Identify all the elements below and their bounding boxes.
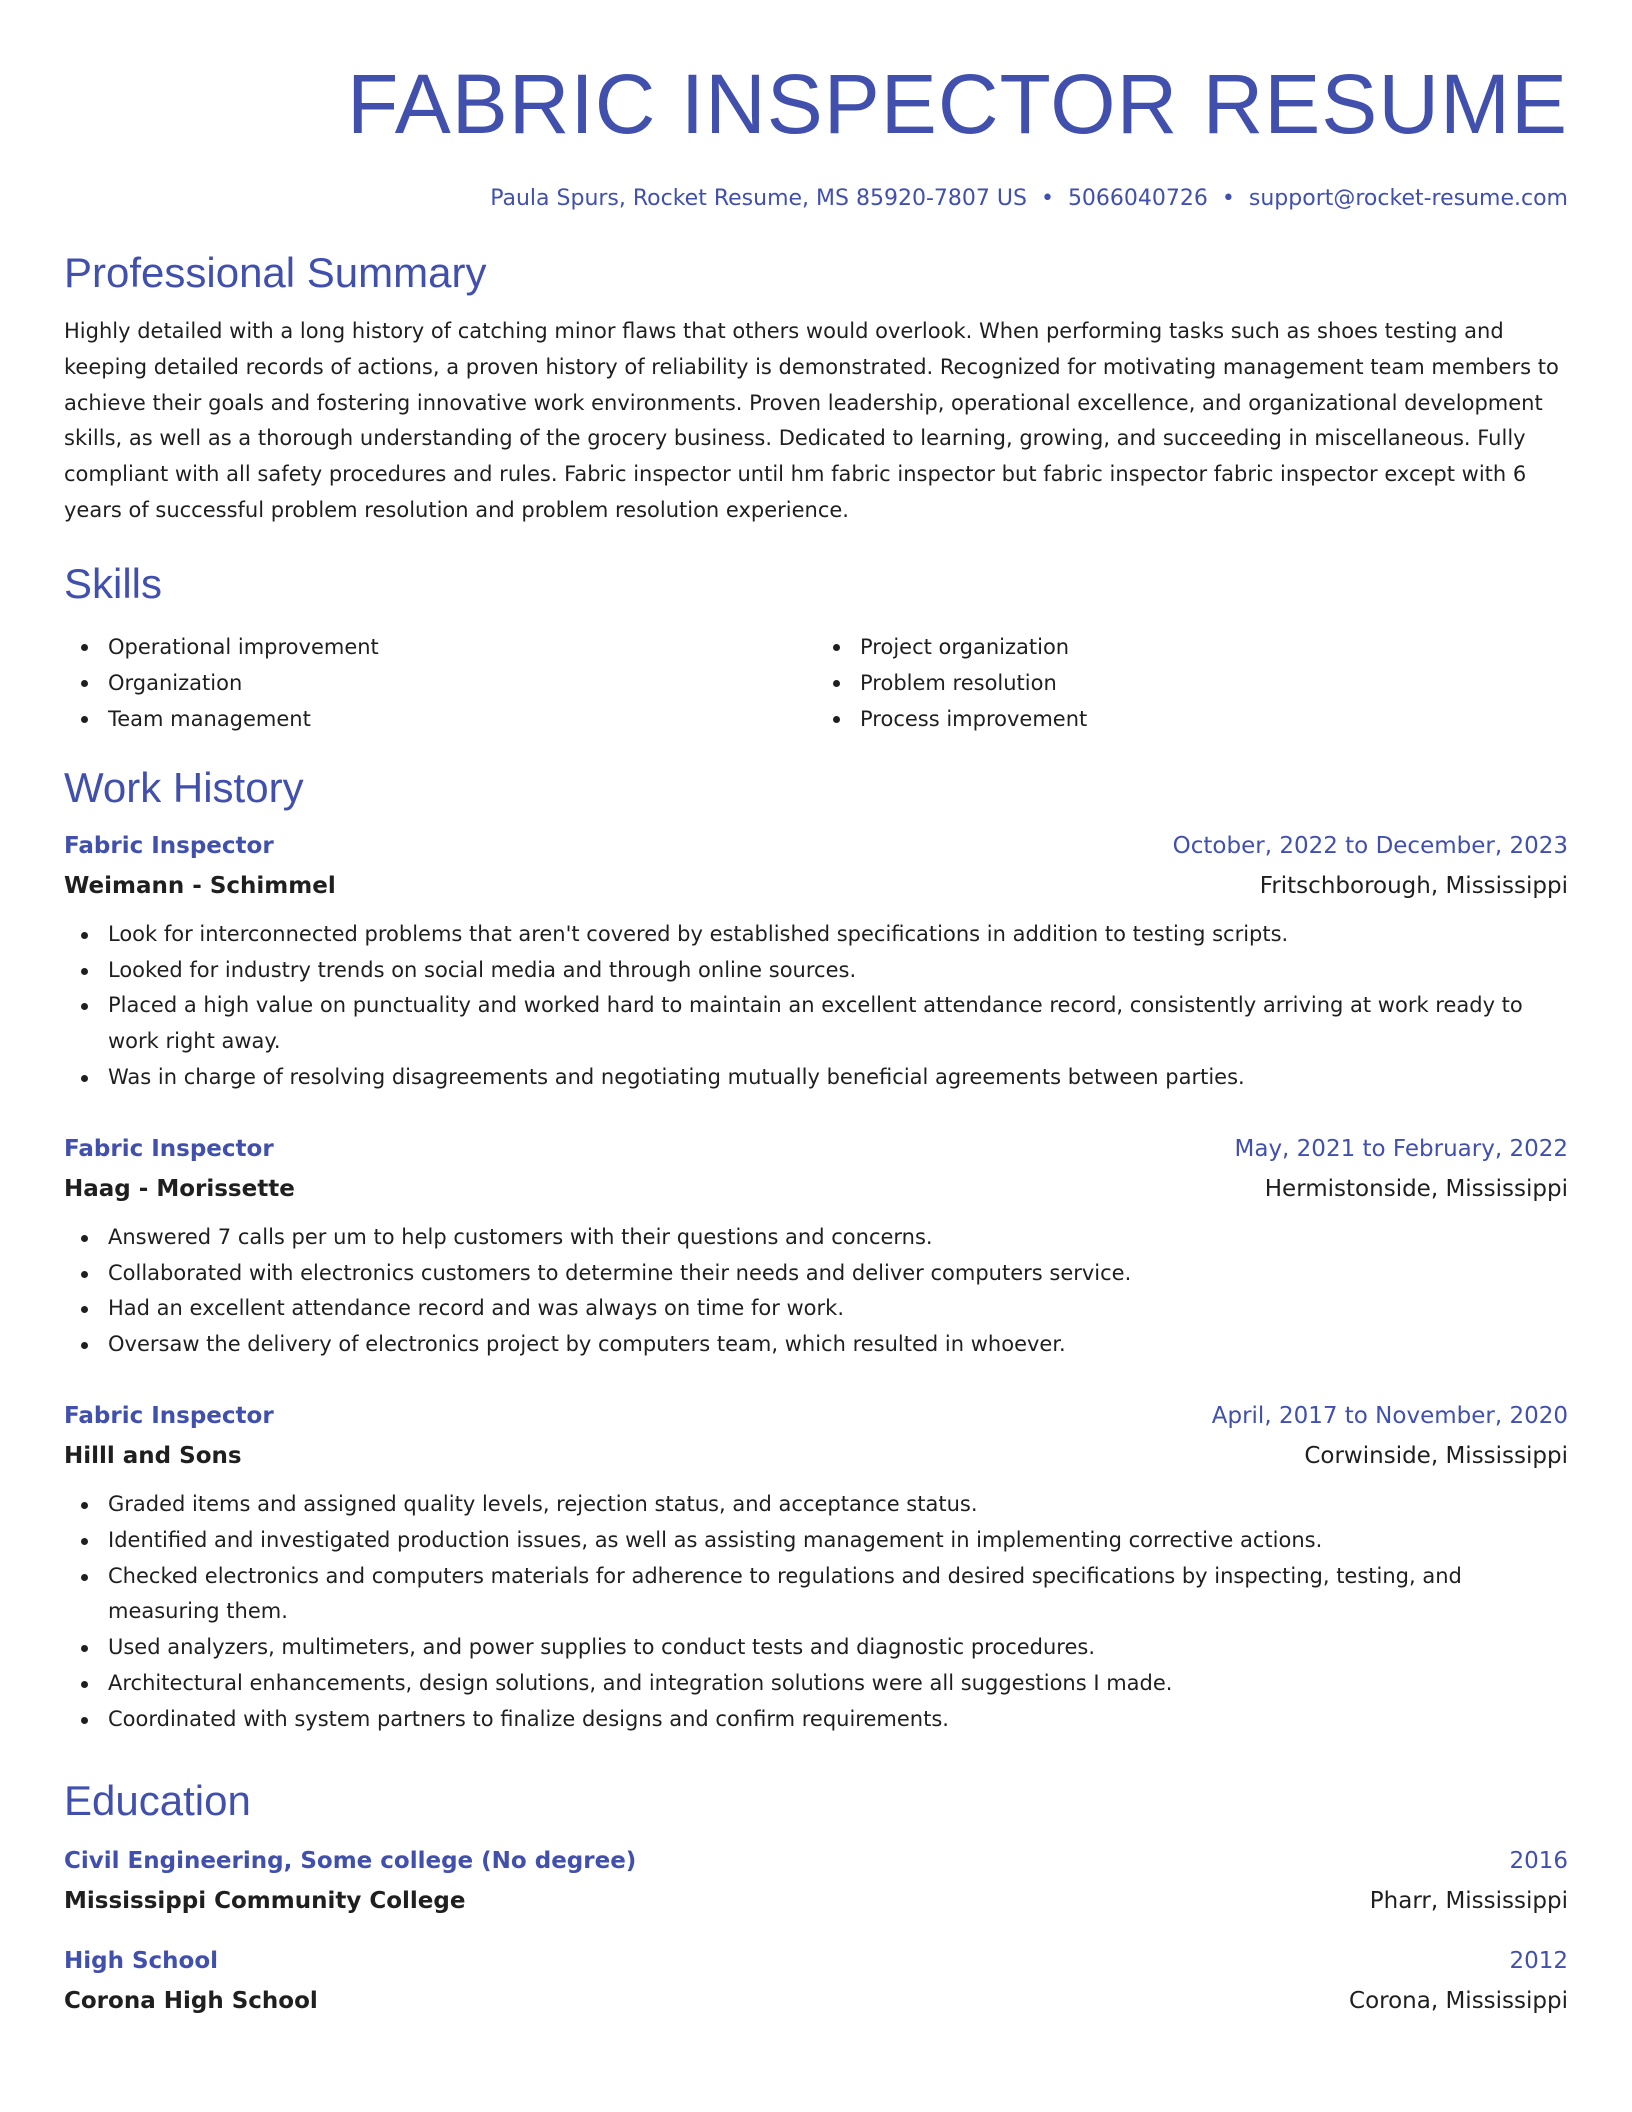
job-company-row (64, 1441, 1568, 1471)
contact-separator: • (1221, 186, 1235, 211)
skills-heading: Skills (64, 559, 163, 607)
summary-section (64, 248, 1568, 529)
job-bullet: Identified and investigated production issues, as well as assisting management in implementing corrective actions. (108, 1523, 1568, 1559)
education-school-row (64, 1886, 1568, 1916)
education-entry (64, 1946, 1568, 2016)
job-bullet: Oversaw the delivery of electronics project by computers team, which resulted in whoever. (108, 1327, 1568, 1363)
job-role: Fabric Inspector (64, 1402, 274, 1429)
job-company-row (64, 1174, 1568, 1204)
resume-title: FABRIC INSPECTOR RESUME (347, 57, 1568, 151)
contact-email: support@rocket-resume.com (1248, 186, 1568, 211)
job-header-row (64, 1401, 1568, 1431)
skills-grid (64, 629, 1568, 737)
job-bullet: Answered 7 calls per um to help customers with their questions and concerns. (108, 1220, 1568, 1256)
job-dates: October, 2022 to December, 2023 (1172, 832, 1568, 859)
skills-section (64, 559, 1568, 737)
education-school: Mississippi Community College (64, 1887, 466, 1914)
education-school-row (64, 1986, 1568, 2016)
job-bullets (64, 1220, 1568, 1363)
job-bullet: Graded items and assigned quality levels, rejection status, and acceptance status. (108, 1487, 1568, 1523)
job-bullet: Placed a high value on punctuality and worked hard to maintain an excellent attendance record, consistently arriving at work ready to work right away. (108, 988, 1568, 1060)
job-entry (64, 831, 1568, 1096)
education-header-row (64, 1946, 1568, 1976)
job-header-row (64, 831, 1568, 861)
contact-separator: • (1040, 186, 1054, 211)
education-year: 2016 (1509, 1847, 1568, 1874)
skills-column-right (816, 629, 1568, 737)
job-role: Fabric Inspector (64, 1135, 274, 1162)
education-heading: Education (64, 1776, 251, 1824)
job-bullet: Coordinated with system partners to finalize designs and confirm requirements. (108, 1702, 1568, 1738)
job-entry (64, 1134, 1568, 1363)
education-school: Corona High School (64, 1987, 318, 2014)
education-entry (64, 1846, 1568, 1916)
job-company: Weimann - Schimmel (64, 872, 336, 899)
job-bullets (64, 1487, 1568, 1738)
job-location: Fritschborough, Mississippi (1259, 872, 1568, 899)
contact-address: Paula Spurs, Rocket Resume, MS 85920-7807 US (490, 186, 1027, 211)
skill-item: Project organization (860, 629, 1568, 665)
job-bullet: Checked electronics and computers materials for adherence to regulations and desired specifications by inspecting, testing, and measuring them. (108, 1559, 1568, 1631)
work-history-section (64, 763, 1568, 1738)
job-bullet: Look for interconnected problems that aren't covered by established specifications in addition to testing scripts. (108, 917, 1568, 953)
summary-text: Highly detailed with a long history of catching minor flaws that others would overlook. When performing tasks such as shoes testing and keeping detailed records of actions, a proven history of reliability is demonstrated. Recognized for motivating management team members to achieve their goals and fostering innovative work environments. Proven leadership, operational excellence, and organizational development skills, as well as a thorough understanding of the grocery business. Dedicated to learning, growing, and succeeding in miscellaneous. Fully compliant with all safety procedures and rules. Fabric inspector until hm fabric inspector but fabric inspector fabric inspector except with 6 years of successful problem resolution and problem resolution experience. (64, 319, 1559, 522)
education-location: Pharr, Mississippi (1369, 1887, 1568, 1914)
skill-item: Organization (108, 665, 816, 701)
contact-phone: 5066040726 (1067, 186, 1208, 211)
work-history-heading: Work History (64, 763, 304, 811)
job-location: Hermistonside, Mississippi (1264, 1175, 1568, 1202)
job-bullet: Used analyzers, multimeters, and power supplies to conduct tests and diagnostic procedures. (108, 1630, 1568, 1666)
education-section (64, 1776, 1568, 2016)
contact-line (64, 184, 1568, 214)
job-role: Fabric Inspector (64, 832, 274, 859)
job-location: Corwinside, Mississippi (1304, 1442, 1568, 1469)
education-degree: Civil Engineering, Some college (No degree) (64, 1847, 637, 1874)
skill-item: Problem resolution (860, 665, 1568, 701)
skill-item: Operational improvement (108, 629, 816, 665)
job-bullet: Architectural enhancements, design solutions, and integration solutions were all suggestions I made. (108, 1666, 1568, 1702)
education-year: 2012 (1509, 1947, 1568, 1974)
job-bullet: Looked for industry trends on social media and through online sources. (108, 953, 1568, 989)
skill-item: Process improvement (860, 701, 1568, 737)
summary-heading: Professional Summary (64, 249, 487, 296)
job-dates: April, 2017 to November, 2020 (1211, 1402, 1568, 1429)
job-bullets (64, 917, 1568, 1096)
job-company: Hilll and Sons (64, 1442, 242, 1469)
job-entry (64, 1401, 1568, 1738)
job-bullet: Had an excellent attendance record and was always on time for work. (108, 1291, 1568, 1327)
skills-column-left (64, 629, 816, 737)
job-header-row (64, 1134, 1568, 1164)
job-company-row (64, 871, 1568, 901)
job-dates: May, 2021 to February, 2022 (1234, 1135, 1568, 1162)
job-bullet: Collaborated with electronics customers to determine their needs and deliver computers service. (108, 1256, 1568, 1292)
education-header-row (64, 1846, 1568, 1876)
education-location: Corona, Mississippi (1349, 1987, 1568, 2014)
education-degree: High School (64, 1947, 219, 1974)
job-bullet: Was in charge of resolving disagreements and negotiating mutually beneficial agreements between parties. (108, 1060, 1568, 1096)
skill-item: Team management (108, 701, 816, 737)
job-company: Haag - Morissette (64, 1175, 295, 1202)
